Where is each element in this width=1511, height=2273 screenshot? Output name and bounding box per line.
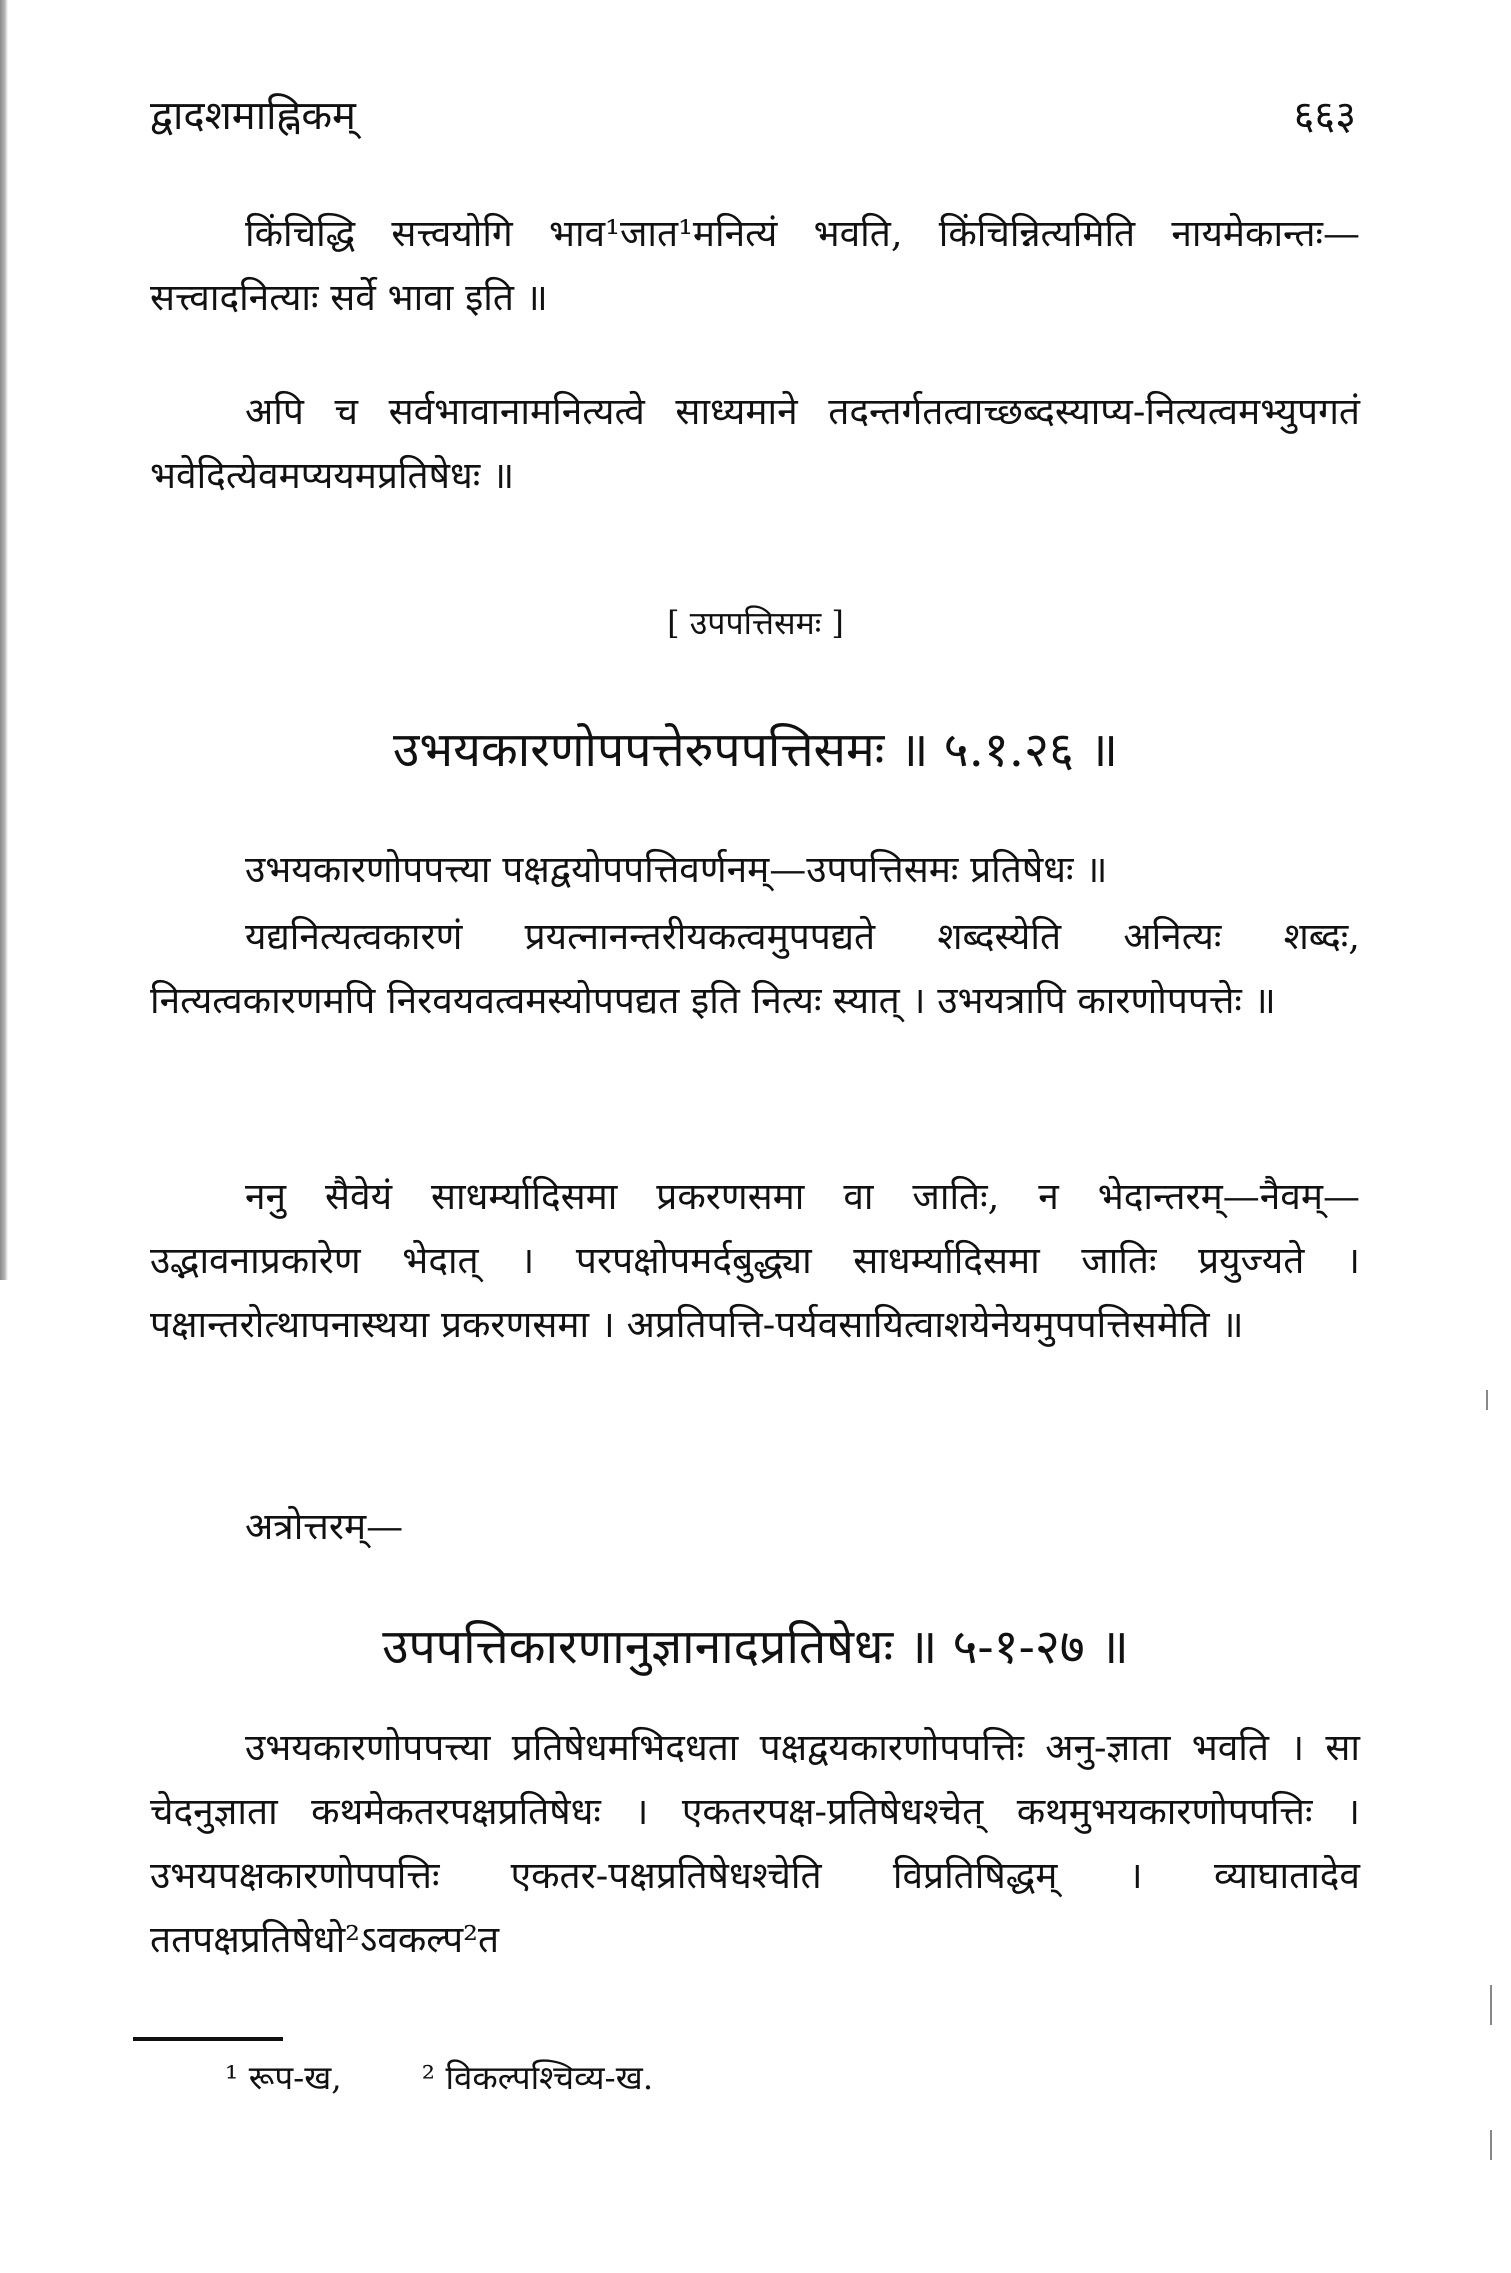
scan-speck	[1486, 1390, 1488, 1410]
page-number: ६६३	[1293, 93, 1356, 139]
section-label: [ उपपत्तिसमः ]	[667, 604, 844, 642]
running-title: द्वादशमाह्निकम्	[150, 93, 356, 139]
sutra-heading-1: उभयकारणोपपत्तेरुपपत्तिसमः ॥ ५.१.२६ ॥	[393, 722, 1118, 778]
footnote-1: ¹ रूप-ख,	[225, 2058, 342, 2097]
paragraph-1: किंचिद्धि सत्त्वयोगि भाव¹जात¹मनित्यं भवति, किंचिन्नित्यमिति नायमेकान्तः—सत्त्वादनित्याः सर्वे भावा इति ॥	[150, 212, 1360, 319]
reply-intro: अत्रोत्तरम्—	[245, 1505, 404, 1548]
paragraph-2: अपि च सर्वभावानामनित्यत्वे साध्यमाने तदन्तर्गतत्वाच्छब्दस्याप्य-नित्यत्वमभ्युपगतं भवेदित्येवमप्ययमप्रतिषेधः ॥	[150, 390, 1360, 497]
commentary-paragraph-3: ननु सैवेयं साधर्म्यादिसमा प्रकरणसमा वा जातिः, न भेदान्तरम्—नैवम्—उद्भावनाप्रकारेण भेदात् । परपक्षोपमर्दबुद्ध्या साधर्म्यादिसमा जातिः प्रयुज्यते । पक्षान्तरोत्थापनास्थया प्रकरणसमा । अप्रतिपत्ति-पर्यवसायित्वाशयेनेयमुपपत्तिसमेति ॥	[150, 1175, 1360, 1346]
footnote-rule	[133, 2037, 283, 2041]
footnote-2: ² विकल्पश्चिव्य-ख.	[421, 2058, 654, 2097]
commentary-paragraph-2: यद्यनित्यत्वकारणं प्रयत्नानन्तरीयकत्वमुपपद्यते शब्दस्येति अनित्यः शब्दः, नित्यत्वकारणमपि निरवयवत्वमस्योपपद्यत इति नित्यः स्यात् । उभयत्रापि कारणोपपत्तेः ॥	[150, 915, 1360, 1022]
footnotes	[225, 2052, 653, 2104]
sutra-heading-2: उपपत्तिकारणानुज्ञानादप्रतिषेधः ॥ ५-१-२७ ॥	[382, 1619, 1129, 1675]
commentary-paragraph-4: उभयकारणोपपत्त्या प्रतिषेधमभिदधता पक्षद्वयकारणोपपत्तिः अनु-ज्ञाता भवति । सा चेदनुज्ञाता कथमेकतरपक्षप्रतिषेधः । एकतरपक्ष-प्रतिषेधश्चेत् कथमुभयकारणोपपत्तिः । उभयपक्षकारणोपपत्तिः एकतर-पक्षप्रतिषेधश्चेति विप्रतिषिद्धम् । व्याघातादेव ततपक्षप्रतिषेधो²ऽवकल्प²त	[150, 1726, 1360, 1961]
scan-speck	[1490, 1985, 1492, 2025]
commentary-paragraph-1: उभयकारणोपपत्त्या पक्षद्वयोपपत्तिवर्णनम्—उपपत्तिसमः प्रतिषेधः ॥	[245, 848, 1108, 891]
scan-speck	[1490, 2130, 1492, 2160]
